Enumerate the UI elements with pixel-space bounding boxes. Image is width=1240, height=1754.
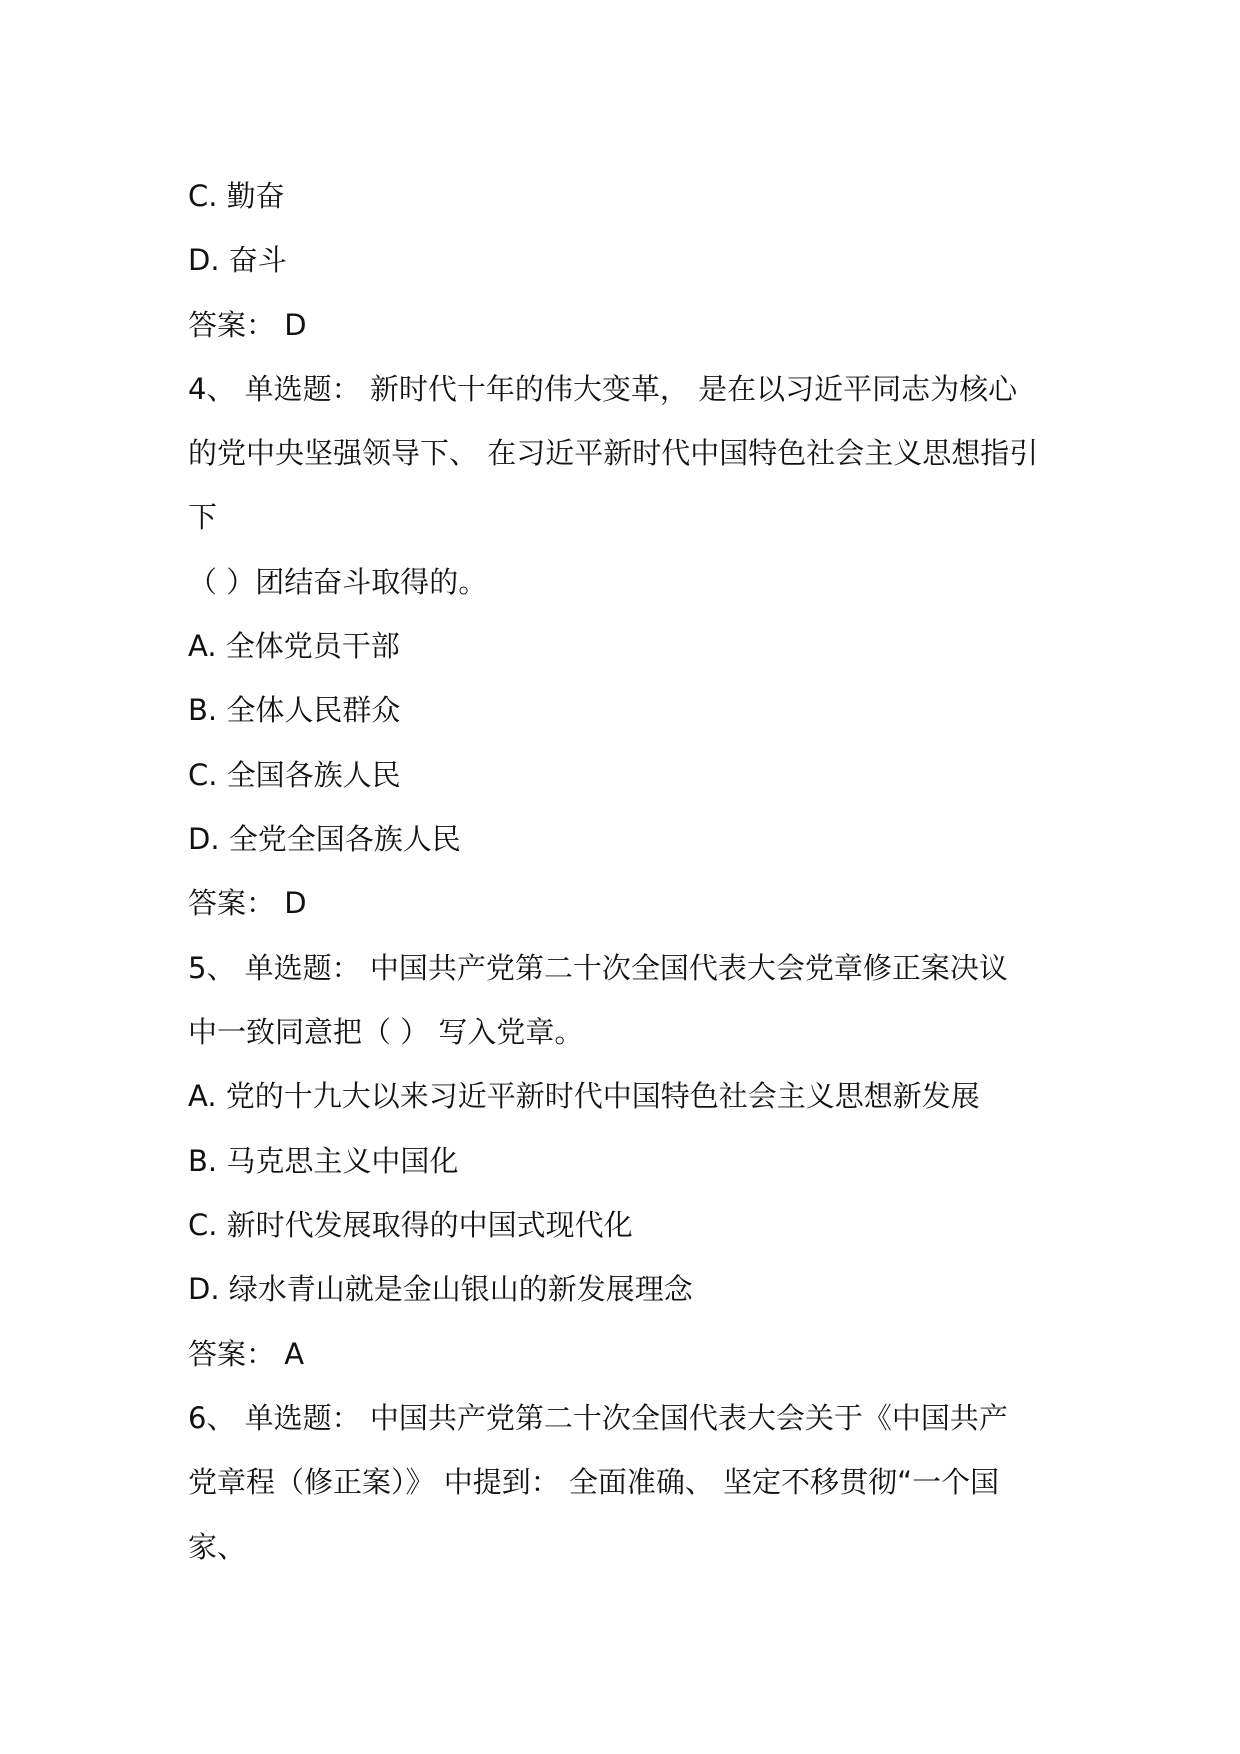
option-b-q5: B. 马克思主义中国化 (188, 1144, 459, 1178)
question-5-line-2: 中一致同意把（ ） 写入党章。 (188, 1015, 584, 1049)
option-c-q5: C. 新时代发展取得的中国式现代化 (188, 1208, 633, 1242)
option-d-q5: D. 绿水青山就是金山银山的新发展理念 (188, 1272, 693, 1306)
question-4-line-3: 下 (188, 500, 218, 534)
question-4-line-2: 的党中央坚强领导下、 在习近平新时代中国特色社会主义思想指引 (188, 436, 1039, 470)
option-b-q4: B. 全体人民群众 (188, 693, 401, 727)
answer-q5: 答案： A (188, 1337, 305, 1371)
question-5-line-1: 5、 单选题： 中国共产党第二十次全国代表大会党章修正案决议 (188, 951, 1008, 985)
option-c-q3: C. 勤奋 (188, 179, 285, 213)
option-d-q4: D. 全党全国各族人民 (188, 822, 461, 856)
question-6-line-2: 党章程（修正案）》 中提到： 全面准确、 坚定不移贯彻“一个国 (188, 1465, 1000, 1499)
document-page (188, 0, 1088, 1754)
question-4-line-1: 4、 单选题： 新时代十年的伟大变革， 是在以习近平同志为核心 (188, 372, 1018, 406)
option-a-q4: A. 全体党员干部 (188, 629, 400, 663)
answer-q3: 答案： D (188, 308, 307, 342)
question-4-line-4: （ ）团结奋斗取得的。 (188, 565, 488, 599)
question-6-line-1: 6、 单选题： 中国共产党第二十次全国代表大会关于《中国共产 (188, 1401, 1008, 1435)
question-6-line-3: 家、 (188, 1530, 247, 1564)
answer-q4: 答案： D (188, 886, 307, 920)
option-a-q5: A. 党的十九大以来习近平新时代中国特色社会主义思想新发展 (188, 1079, 980, 1113)
option-c-q4: C. 全国各族人民 (188, 758, 401, 792)
option-d-q3: D. 奋斗 (188, 243, 287, 277)
